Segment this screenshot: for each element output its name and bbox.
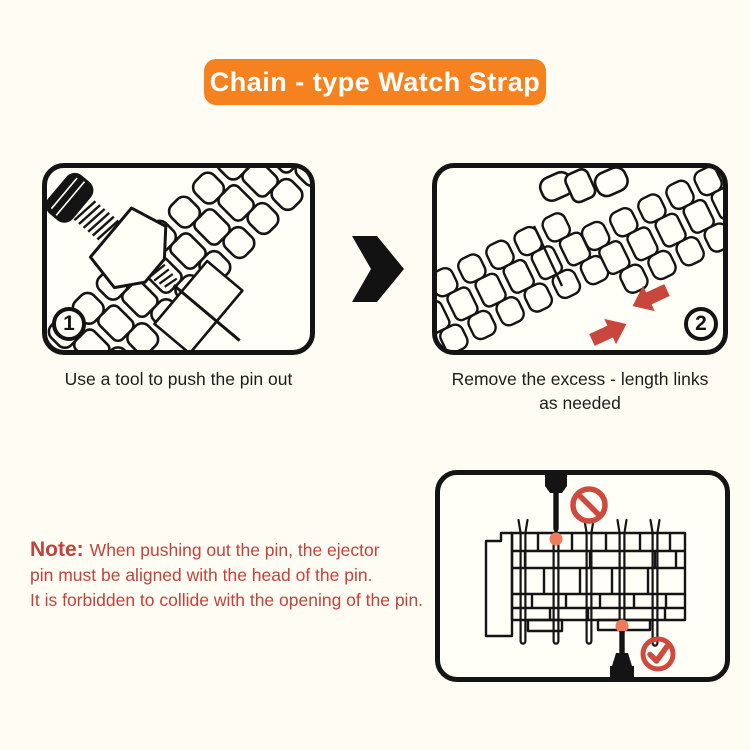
remove-links-illustration (437, 168, 723, 350)
title-banner (204, 59, 546, 105)
ejector-pin-bottom (610, 631, 634, 677)
next-step-arrow-icon (352, 236, 404, 302)
pin-contact-dot (550, 533, 563, 546)
note-line3: It is forbidden to collide with the opening of the pin. (30, 590, 424, 610)
pin-push-illustration (47, 168, 310, 350)
tool-knob (47, 168, 98, 227)
step1-number: 1 (63, 312, 75, 335)
join-arrow-icon (586, 311, 632, 350)
ejector-pin-top (545, 475, 567, 536)
link-pins (519, 520, 660, 646)
note-label: Note: (30, 538, 84, 561)
pin-head-dot (616, 620, 629, 633)
pin-alignment-diagram (440, 475, 725, 677)
step2-number: 2 (695, 312, 707, 335)
note-line2: pin must be aligned with the head of the pin. (30, 565, 373, 585)
step2-caption-line1: Remove the excess - length links (451, 369, 709, 389)
note-text (30, 537, 462, 613)
step-number-badge (52, 307, 86, 341)
step1-caption: Use a tool to push the pin out (64, 369, 293, 389)
page-title: Chain - type Watch Strap (209, 66, 541, 97)
band-segment-left (437, 204, 611, 350)
note-line1: When pushing out the pin, the ejector (89, 540, 380, 560)
prohibition-icon (573, 489, 605, 521)
step-number-badge (684, 307, 718, 341)
step2-caption (432, 367, 728, 415)
step1-panel (42, 163, 315, 355)
step2-caption-line2: as needed (539, 393, 621, 413)
alignment-detail-panel (435, 470, 730, 682)
step2-panel (432, 163, 728, 355)
